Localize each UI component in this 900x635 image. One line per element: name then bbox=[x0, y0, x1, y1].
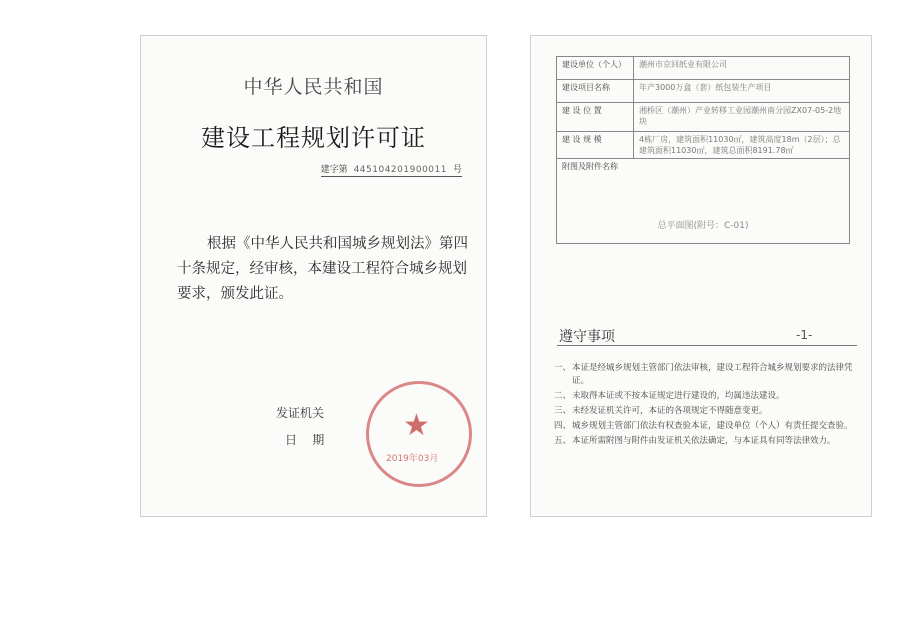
table-row bbox=[557, 159, 850, 244]
row-label: 建设单位（个人） bbox=[557, 57, 634, 80]
seal-date: 2019年03月 bbox=[386, 454, 439, 464]
date-label: 日 期 bbox=[285, 433, 325, 447]
notice-title: 遵守事项 bbox=[559, 326, 615, 346]
notice-number: 一、 bbox=[554, 363, 572, 373]
list-item bbox=[554, 435, 854, 448]
country-name: 中华人民共和国 bbox=[243, 76, 384, 98]
notice-text: 本证所需附图与附件由发证机关依法确定，与本证具有同等法律效力。 bbox=[572, 436, 836, 446]
row-value: 潮州市京回纸业有限公司 bbox=[634, 57, 850, 80]
certificate-right-page bbox=[530, 35, 872, 517]
cert-no-suffix: 号 bbox=[452, 165, 462, 175]
notice-text: 本证是经城乡规划主管部门依法审核，建设工程符合城乡规划要求的法律凭证。 bbox=[572, 363, 853, 386]
table-row bbox=[557, 57, 850, 80]
table-row bbox=[557, 80, 850, 103]
notice-text: 城乡规划主管部门依法有权查验本证，建设单位（个人）有责任提交查验。 bbox=[572, 421, 853, 431]
attachments-label: 附图及附件名称 bbox=[562, 162, 618, 171]
attachments-cell bbox=[557, 159, 850, 244]
certificate-title: 建设工程规划许可证 bbox=[201, 124, 426, 152]
page-number: -1- bbox=[796, 328, 813, 342]
table-row bbox=[557, 132, 850, 159]
list-item bbox=[554, 420, 854, 433]
list-item bbox=[554, 390, 854, 403]
list-item bbox=[554, 405, 854, 418]
notice-text: 未经发证机关许可，本证的各项规定不得随意变更。 bbox=[572, 406, 768, 416]
table-row bbox=[557, 103, 850, 132]
row-value: 4栋厂房，建筑面积11030㎡，建筑高度18m（2层）；总建筑面积11030㎡，建筑总面积8191.78㎡ bbox=[634, 132, 850, 159]
row-value: 湘桥区（潮州）产业转移工业园潮州南分园ZX07-05-2地块 bbox=[634, 103, 850, 132]
attachments-value: 总平面图(附号：C-01) bbox=[657, 221, 749, 231]
seal-star-icon: ★ bbox=[403, 408, 430, 443]
notice-number: 四、 bbox=[554, 421, 572, 431]
notice-number: 二、 bbox=[554, 391, 572, 401]
notice-text: 未取得本证或不按本证规定进行建设的，均属违法建设。 bbox=[572, 391, 785, 401]
row-value: 年产3000万盒（套）纸包装生产项目 bbox=[634, 80, 850, 103]
project-info-table bbox=[556, 56, 850, 244]
list-item bbox=[554, 362, 854, 388]
notice-number: 五、 bbox=[554, 436, 572, 446]
certificate-left-page bbox=[140, 35, 487, 517]
cert-no-prefix: 建字第 bbox=[320, 165, 348, 175]
notice-list bbox=[554, 362, 854, 450]
row-label: 建 设 位 置 bbox=[557, 103, 634, 132]
certificate-body: 根据《中华人民共和国城乡规划法》第四十条规定，经审核，本建设工程符合城乡规划要求，颁发此证。 bbox=[177, 236, 468, 302]
row-label: 建 设 规 模 bbox=[557, 132, 634, 159]
certificate-number bbox=[321, 162, 462, 177]
row-label: 建设项目名称 bbox=[557, 80, 634, 103]
cert-no-value: 445104201900011 bbox=[353, 165, 447, 175]
notice-number: 三、 bbox=[554, 406, 572, 416]
issuer-label: 发证机关 bbox=[276, 406, 325, 420]
